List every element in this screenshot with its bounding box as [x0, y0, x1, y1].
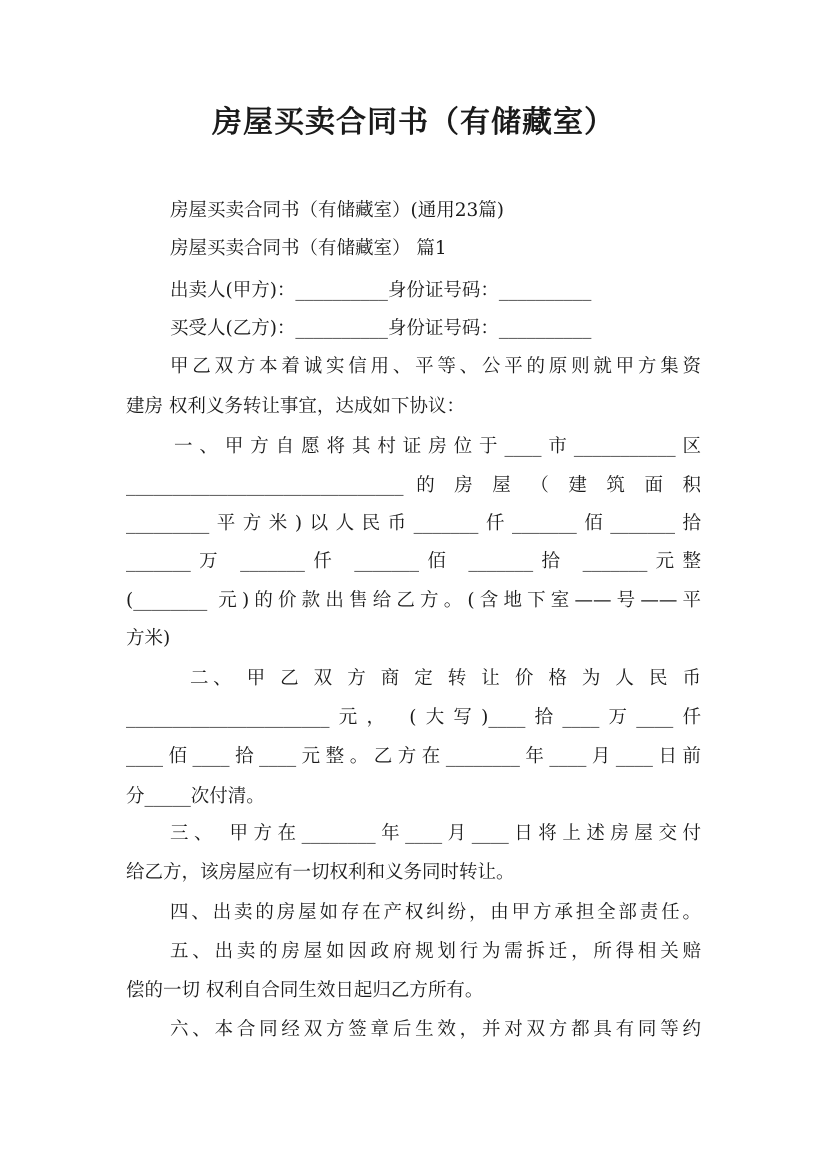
seller-line: 出卖人(甲方)：__________身份证号码：__________	[170, 280, 592, 301]
clause-2-line: ____佰____拾____元整。乙方在________年____月____日前	[126, 746, 701, 767]
clause-5-line: 偿的一切 权利自合同生效日起归乙方所有。	[126, 980, 484, 1001]
clause-3-line: 给乙方，该房屋应有一切权利和义务同时转让。	[126, 862, 515, 883]
clause-5-line: 五、出卖的房屋如因政府规划行为需拆迁，所得相关赔	[170, 941, 701, 962]
section-heading: 房屋买卖合同书（有储藏室） 篇1	[170, 238, 447, 259]
buyer-line: 买受人(乙方)：__________身份证号码：__________	[170, 318, 592, 339]
clause-1-line: 方米)	[126, 628, 171, 649]
subtitle-line: 房屋买卖合同书（有储藏室）(通用23篇)	[170, 200, 504, 221]
clause-2-line: 二、 甲 乙 双 方 商 定 转 让 价 格 为 人 民 币	[190, 668, 701, 689]
clause-1-line: 一、甲方自愿将其村证房位于____市___________区	[174, 436, 701, 457]
clause-1-line: _______万 _______仟 _______佰 _______拾 _______元整	[126, 551, 701, 572]
clause-1-line: (________ 元)的价款出售给乙方。(含地下室——号——平	[126, 590, 701, 611]
paragraph-line: 建房 权利义务转让事宜，达成如下协议：	[126, 396, 465, 417]
clause-4-line: 四、出卖的房屋如存在产权纠纷，由甲方承担全部责任。	[170, 902, 701, 923]
clause-1-line: ______________________________ 的 房 屋 （ 建 筑 面 积	[126, 475, 701, 496]
clause-3-line: 三、 甲方在________年____月____日将上述房屋交付	[170, 823, 701, 844]
clause-2-line: 分_____次付清。	[126, 786, 265, 807]
clause-2-line: ______________________元， (大写)____拾____万____仟	[126, 707, 701, 728]
clause-1-line: _________平方米)以人民币_______仟_______佰_______拾	[126, 513, 701, 534]
clause-6-line: 六、本合同经双方签章后生效，并对双方都具有同等约	[170, 1019, 701, 1040]
document-title: 房屋买卖合同书（有储藏室）	[212, 105, 615, 140]
paragraph-line: 甲乙双方本着诚实信用、平等、公平的原则就甲方集资	[170, 356, 701, 377]
